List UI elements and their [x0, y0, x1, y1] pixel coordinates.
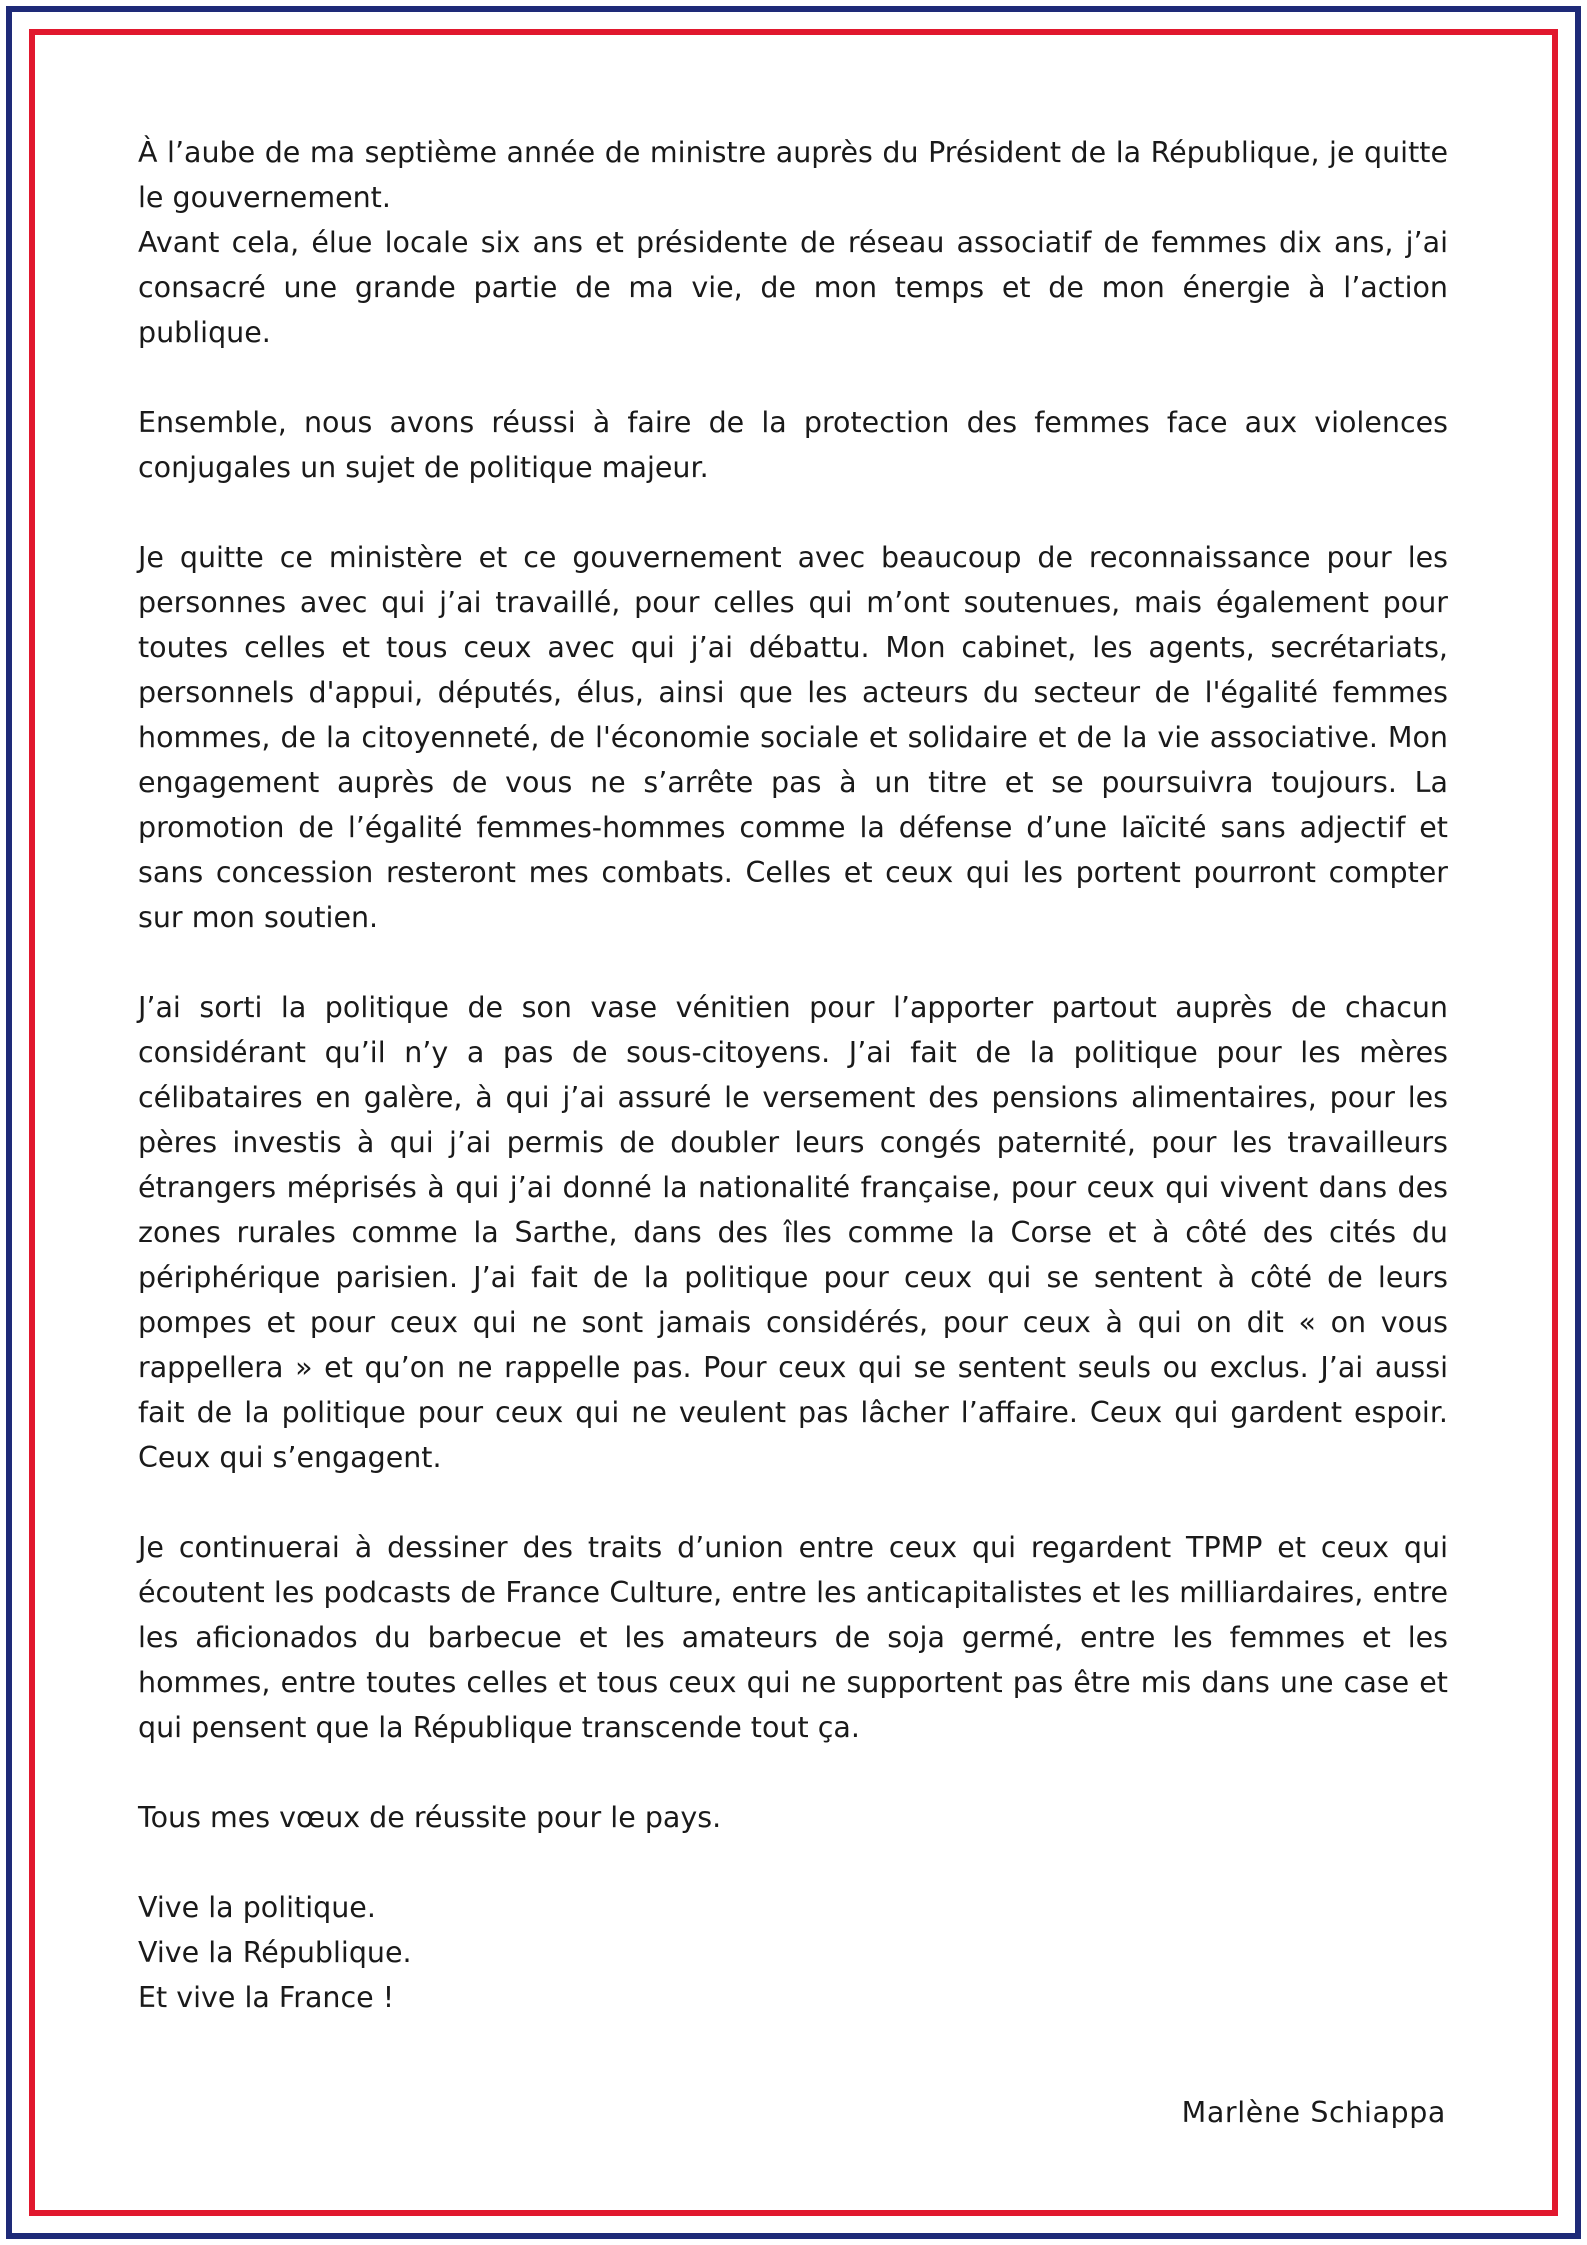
paragraph-protection: Ensemble, nous avons réussi à faire de la protection des femmes face aux violences conjugales un sujet de politique majeur. [138, 406, 1448, 484]
closing-line-2: Vive la République. [138, 1936, 412, 1969]
closing-lines [138, 1885, 1448, 2020]
closing-line-1: Vive la politique. [138, 1891, 376, 1924]
signature: Marlène Schiappa [1181, 2096, 1446, 2129]
paragraph-politics: J’ai sorti la politique de son vase vénitien pour l’apporter partout auprès de chacun considérant qu’il n’y a pas de sous-citoyens. J’ai fait de la politique pour les mères célibataires en galère, à qui j’ai assuré le versement des pensions alimentaires, pour les pères investis à qui j’ai permis de doubler leurs congés paternité, pour les travailleurs étrangers méprisés à qui j’ai donné la nationalité française, pour ceux qui vivent dans des zones rurales comme la Sarthe, dans des îles comme la Corse et à côté des cités du périphérique parisien. J’ai fait de la politique pour ceux qui se sentent à côté de leurs pompes et pour ceux qui ne sont jamais considérés, pour ceux à qui on dit « on vous rappellera » et qu’on ne rappelle pas. Pour ceux qui se sentent seuls ou exclus. J’ai aussi fait de la politique pour ceux qui ne veulent pas lâcher l’affaire. Ceux qui gardent espoir. Ceux qui s’engagent. [138, 991, 1448, 1474]
closing-line-3: Et vive la France ! [138, 1981, 395, 2014]
paragraph-thanks: Je quitte ce ministère et ce gouvernement avec beaucoup de reconnaissance pour les personnes avec qui j’ai travaillé, pour celles qui m’ont soutenues, mais également pour toutes celles et tous ceux avec qui j’ai débattu. Mon cabinet, les agents, secrétariats, personnels d'appui, députés, élus, ainsi que les acteurs du secteur de l'égalité femmes hommes, de la citoyenneté, de l'économie sociale et solidaire et de la vie associative. Mon engagement auprès de vous ne s’arrête pas à un titre et se poursuivra toujours. La promotion de l’égalité femmes-hommes comme la défense d’une laïcité sans adjectif et sans concession resteront mes combats. Celles et ceux qui les portent pourront compter sur mon soutien. [138, 541, 1448, 934]
paragraph-union: Je continuerai à dessiner des traits d’union entre ceux qui regardent TPMP et ceux qui écoutent les podcasts de France Culture, entre les anticapitalistes et les milliardaires, entre les aficionados du barbecue et les amateurs de soja germé, entre les femmes et les hommes, entre toutes celles et tous ceux qui ne supportent pas être mis dans une case et qui pensent que la République transcende tout ça. [138, 1531, 1448, 1744]
intro-line-1: À l’aube de ma septième année de ministre auprès du Président de la République, je quitte le gouvernement. [138, 136, 1448, 214]
intro-line-2: Avant cela, élue locale six ans et présidente de réseau associatif de femmes dix ans, j’ai consacré une grande partie de ma vie, de mon temps et de mon énergie à l’action publique. [138, 226, 1448, 349]
paragraph-wishes: Tous mes vœux de réussite pour le pays. [138, 1801, 722, 1834]
letter-body [138, 130, 1448, 2020]
